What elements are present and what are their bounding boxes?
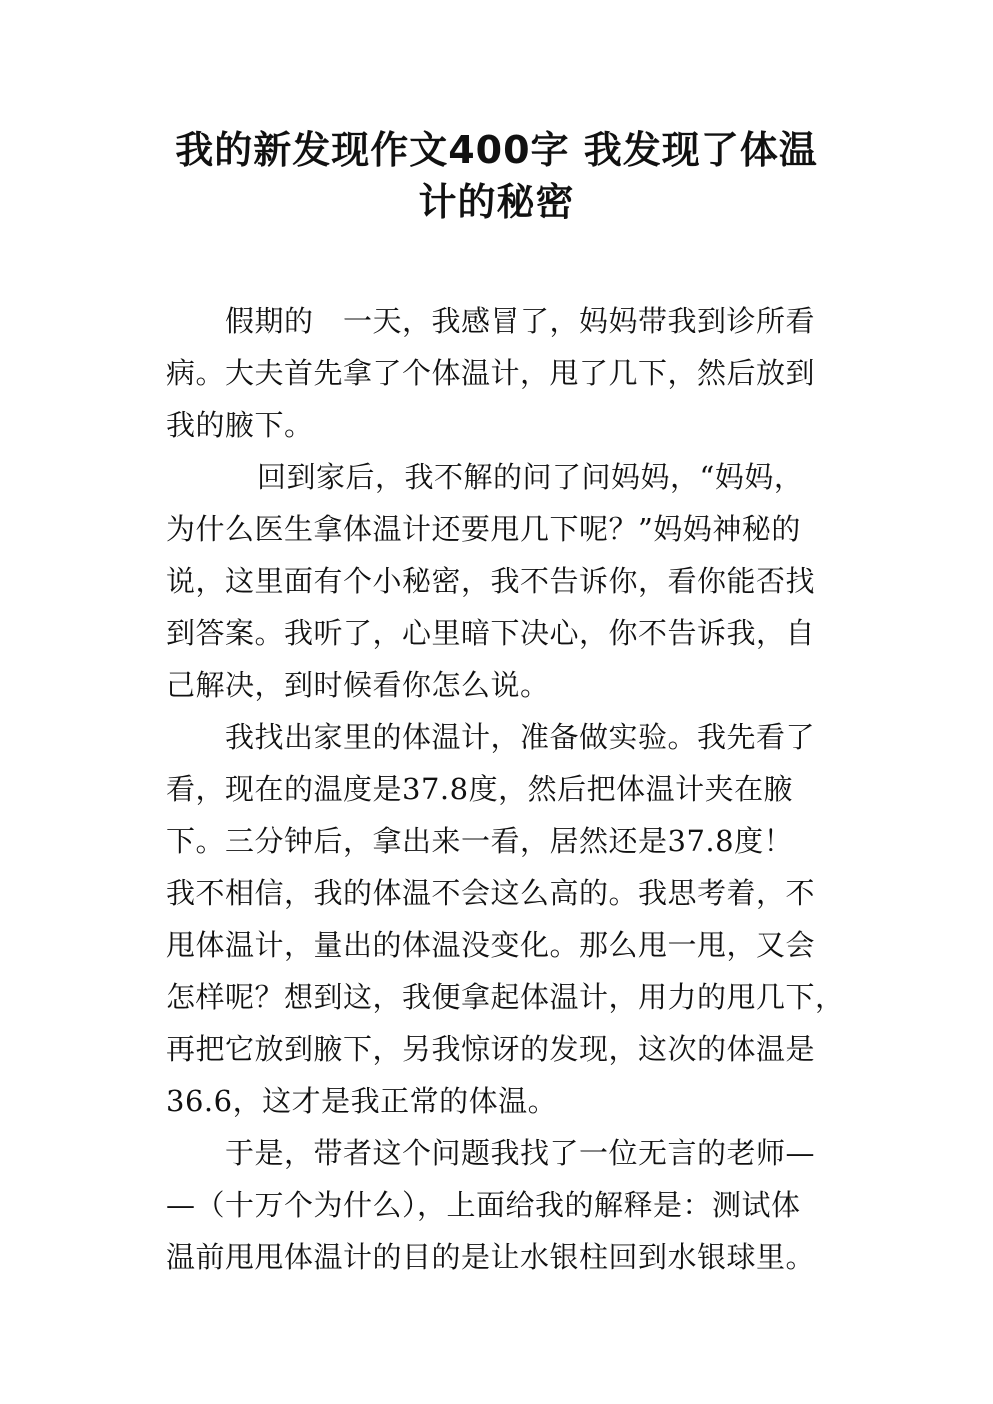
body-line-2: 病。大夫首先拿了个体温计，甩了几下，然后放到 [166,356,816,390]
document-title-line-2: 计的秘密 [418,180,575,224]
body-line-5: 为什么医生拿体温计还要甩几下呢？”妈妈神秘的 [166,512,801,546]
body-line-11: 下。三分钟后，拿出来一看，居然还是37.8度！ [166,824,794,858]
body-line-18: —（十万个为什么），上面给我的解释是：测试体 [166,1188,801,1222]
body-line-3: 我的腋下。 [166,408,314,442]
body-line-7: 到答案。我听了，心里暗下决心，你不告诉我，自 [166,616,816,650]
body-line-14: 怎样呢？想到这，我便拿起体温计，用力的甩几下， [166,980,845,1014]
body-line-15: 再把它放到腋下，另我惊讶的发现，这次的体温是 [166,1032,816,1066]
body-line-4: 回到家后，我不解的问了问妈妈，“妈妈， [257,460,804,494]
body-line-16: 36.6，这才是我正常的体温。 [166,1084,558,1118]
body-line-12: 我不相信，我的体温不会这么高的。我思考着，不 [166,876,816,910]
body-line-10: 看，现在的温度是37.8度，然后把体温计夹在腋 [166,772,794,806]
body-line-9: 我找出家里的体温计，准备做实验。我先看了 [225,720,816,754]
body-line-13: 甩体温计，量出的体温没变化。那么甩一甩，又会 [166,928,816,962]
body-line-6: 说，这里面有个小秘密，我不告诉你，看你能否找 [166,564,816,598]
body-line-17: 于是，带者这个问题我找了一位无言的老师— [225,1136,816,1170]
body-line-19: 温前甩甩体温计的目的是让水银柱回到水银球里。 [166,1240,816,1274]
body-line-1: 假期的 一天，我感冒了，妈妈带我到诊所看 [225,304,816,338]
document-title-line-1: 我的新发现作文400字 我发现了体温 [175,128,818,172]
body-line-8: 己解决，到时候看你怎么说。 [166,668,550,702]
